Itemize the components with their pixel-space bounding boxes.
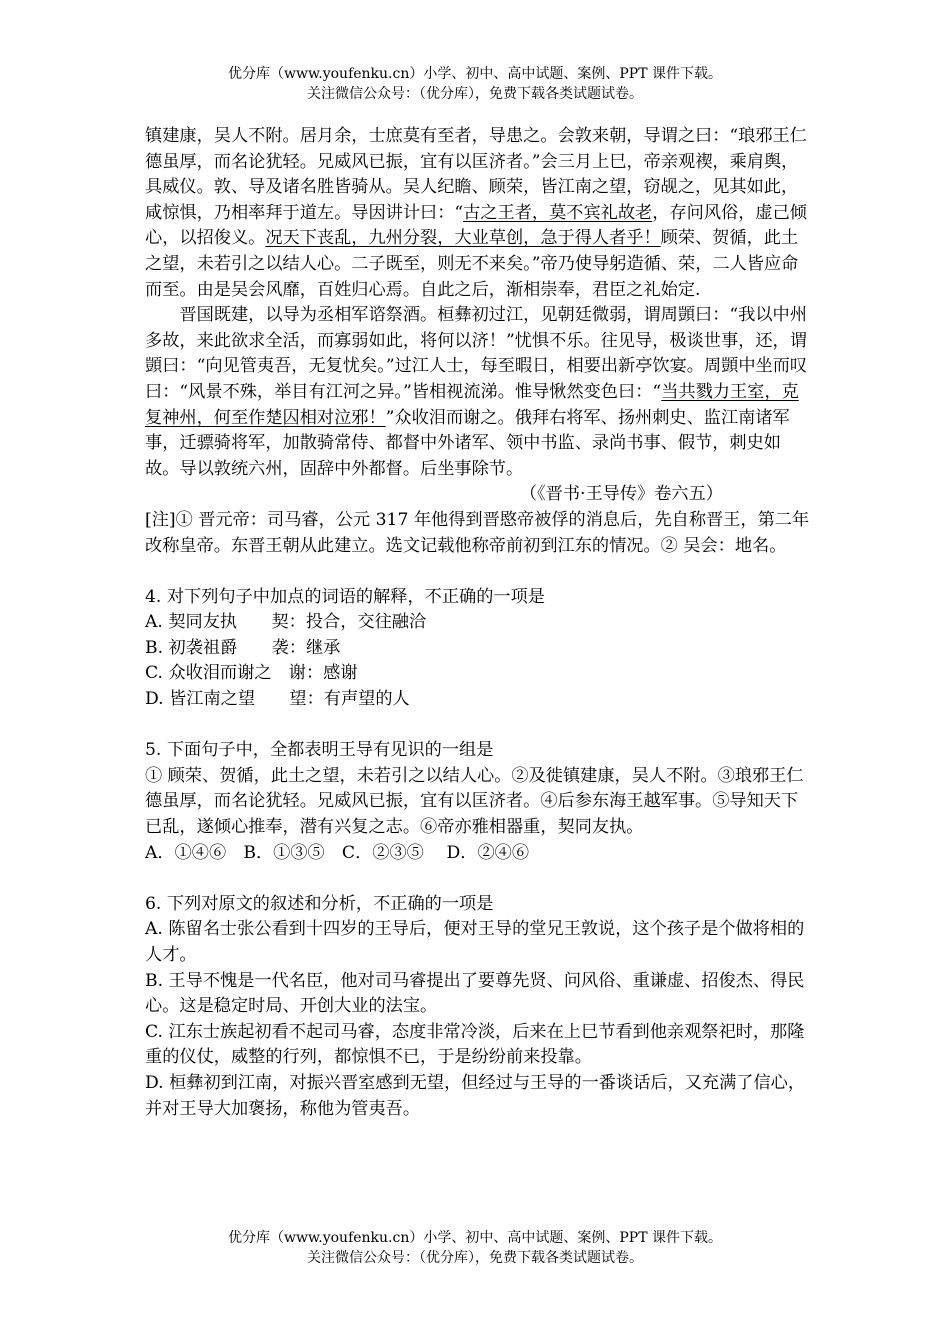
text-run: ，存问风俗，虚己倾心，以招俊义。 (145, 202, 807, 249)
page-header (0, 64, 950, 104)
header-line-2: 关注微信公众号：（优分库），免费下载各类试题试卷。 (307, 86, 643, 102)
question-6-stem: 6. 下列对原文的叙述和分析，不正确的一项是 (145, 893, 494, 914)
underlined-sentence: 当共戮力王室，克复神州，何至作楚囚相对泣邪！ (145, 381, 799, 428)
question-5-body: ① 顾荣、贺循，此土之望，未若引之以结人心。②及徙镇建康，吴人不附。③琅邪王仁德虽厚，而名论犹轻。兄威风已振，宜有以匡济者。④后参东海王越军事。⑤导知天下已乱，遂倾心推奉，潜有兴复之志。⑥帝亦雅相器重，契同友执。 (145, 765, 804, 838)
text-run: 镇建康，吴人不附。居月余，士庶莫有至者，导患之。会敦来朝，导谓之曰：“琅邪王仁德虽厚，而名论犹轻。兄威风已振，宜有以匡济者。”会三月上巳，帝亲观禊，乘肩舆，具威仪。敦、导及诸名胜皆骑从。吴人纪瞻、顾荣，皆江南之望，窃觇之，见其如此，咸惊惧，乃相率拜于道左。导因讲计曰：“ (145, 126, 807, 223)
question-4-option-c: C. 众收泪而谢之 谢：感谢 (145, 663, 358, 684)
question-6-option-a: A. 陈留名士张公看到十四岁的王导后，便对王导的堂兄王敦说，这个孩子是个做将相的人才。 (145, 919, 805, 965)
footer-line-1: 优分库（www.youfenku.cn）小学、初中、高中试题、案例、PPT 课件下载。 (227, 1230, 722, 1246)
text-run: 晋国既建，以导为丞相军谘祭酒。桓彝初过江，见朝廷微弱，谓周顗曰：“我以中州多故，来此欲求全活，而寡弱如此，将何以济！”忧惧不乐。往见导，极谈世事，还，谓顗曰：“向见管夷吾，无复忧矣。”过江人士，每至暇日，相要出新亭饮宴。周顗中坐而叹曰：“风景不殊，举目有江河之异。”皆相视流涕。惟导愀然变色曰：“ (145, 305, 808, 402)
page-footer (0, 1228, 950, 1268)
text-run: ”众收泪而谢之。俄拜右将军、扬州刺史、监江南诸军事，迁骠骑将军，加散骑常侍、都督中外诸军、领中书监、录尚书事、假节，刺史如故。导以敦统六州，固辞中外都督。后坐事除节。 (145, 407, 790, 479)
question-4-option-d: D. 皆江南之望 望：有声望的人 (145, 689, 410, 710)
question-6-option-b: B. 王导不愧是一代名臣，他对司马睿提出了要尊先贤、问风俗、重谦虚、招俊杰、得民心。这是稳定时局、开创大业的法宝。 (145, 970, 805, 1017)
annotation-note: [注]① 晋元帝：司马睿，公元 317 年他得到晋愍帝被俘的消息后，先自称晋王，第二年改称皇帝。东晋王朝从此建立。选文记载他称帝前初到江东的情况。② 吴会：地名。 (145, 509, 810, 556)
header-line-1: 优分库（www.youfenku.cn）小学、初中、高中试题、案例、PPT 课件下载。 (227, 66, 722, 82)
question-4-option-a: A. 契同友执 契：投合，交往融洽 (145, 612, 427, 633)
underlined-sentence: 况天下丧乱，九州分裂，大业草创，急于得人者乎！ (265, 228, 661, 249)
passage-paragraph-2 (145, 303, 813, 482)
text-run: 顾荣、贺循，此土之望，未若引之以结人心。二子既至，则无不来矣。”帝乃使导躬造循、荣，二人皆应命而至。由是吴会风靡，百姓归心焉。自此之后，渐相崇奉，君臣之礼始定. (145, 228, 799, 300)
underlined-sentence: 古之王者，莫不宾礼故老 (463, 202, 653, 223)
question-6-option-c: C. 江东士族起初看不起司马睿，态度非常冷淡，后来在上巳节看到他亲观祭祀时，那隆重的仪仗，威整的行列，都惊惧不已，于是纷纷前来投靠。 (145, 1021, 805, 1068)
question-5-options: A．①④⑥ B．①③⑤ C．②③⑤ D．②④⑥ (145, 842, 530, 863)
source-citation: （《晋书·王导传》卷六五） (519, 484, 723, 505)
question-4-option-b: B. 初袭祖爵 袭：继承 (145, 637, 341, 658)
question-6-option-d: D. 桓彝初到江南，对振兴晋室感到无望，但经过与王导的一番谈话后，又充满了信心，并对王导大加褒扬，称他为管夷吾。 (145, 1072, 806, 1119)
question-4-stem: 4. 对下列句子中加点的词语的解释，不正确的一项是 (145, 586, 545, 607)
question-5-stem: 5. 下面句子中，全都表明王导有见识的一组是 (145, 740, 494, 761)
document-body (145, 124, 813, 1122)
passage-paragraph-1 (145, 124, 813, 303)
footer-line-2: 关注微信公众号：（优分库），免费下载各类试题试卷。 (307, 1250, 643, 1266)
